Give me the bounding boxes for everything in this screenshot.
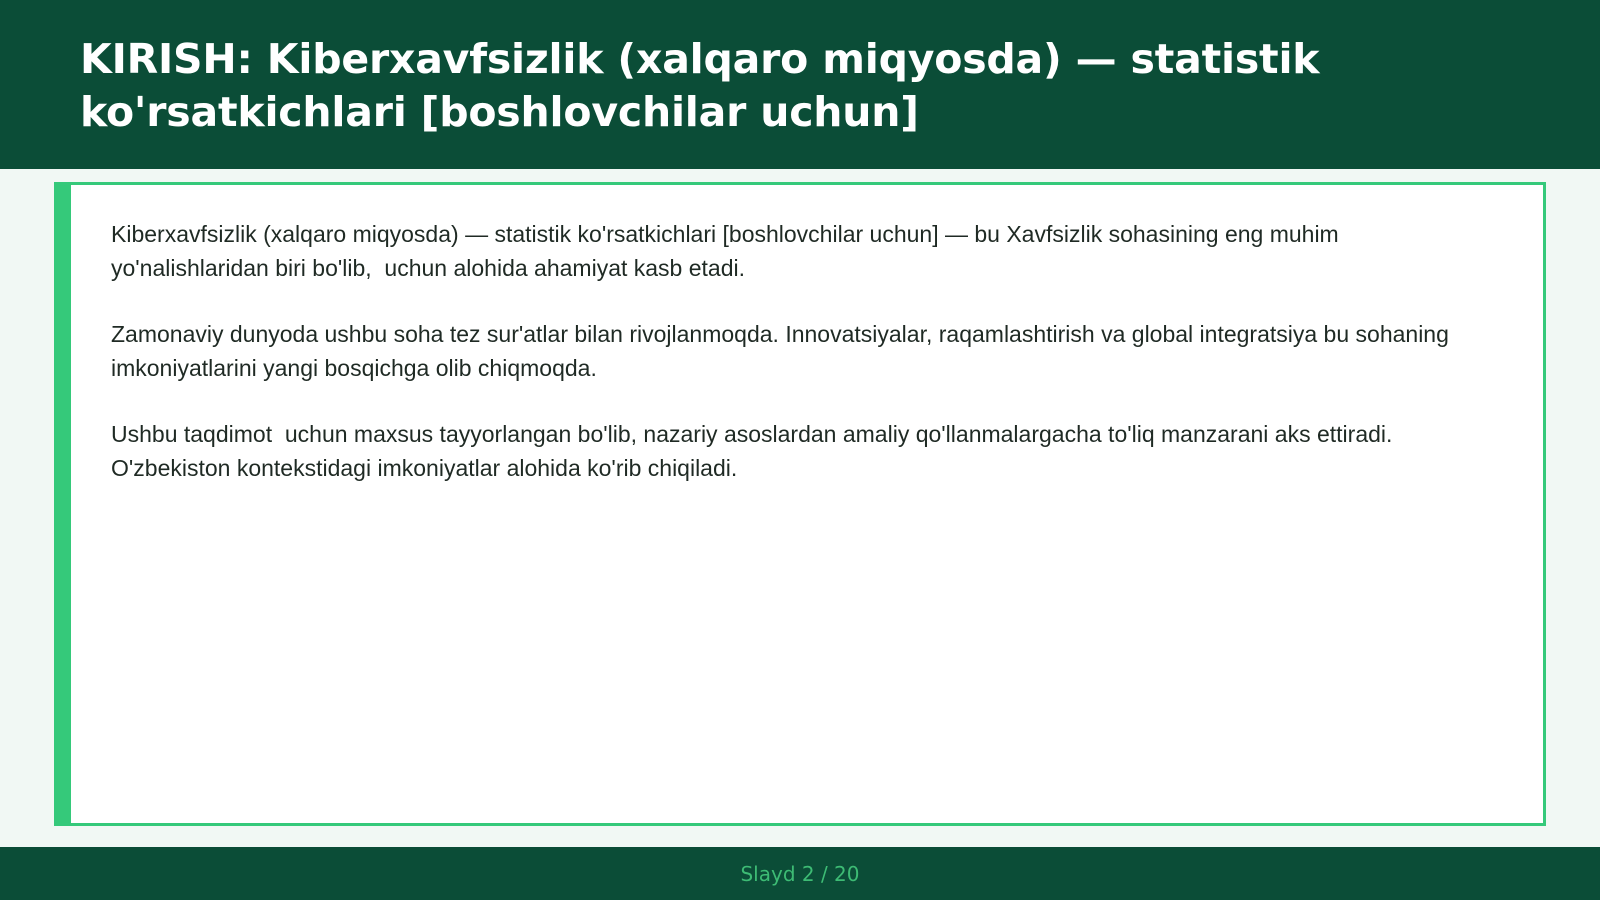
paragraph-modern-world: Zamonaviy dunyoda ushbu soha tez sur'atlar bilan rivojlanmoqda. Innovatsiyalar, raqamlashtirish va global integratsiya bu sohaning imkoniyatlarini yangi bosqichga olib chiqmoqda. bbox=[111, 321, 1456, 381]
content-body bbox=[111, 217, 1501, 517]
slide-header bbox=[0, 0, 1600, 169]
content-card bbox=[54, 182, 1546, 826]
slide-title: KIRISH: Kiberxavfsizlik (xalqaro miqyosda) — statistik ko'rsatkichlari [boshlovchilar uchun] bbox=[80, 35, 1320, 136]
slide-number: Slayd 2 / 20 bbox=[740, 861, 860, 886]
paragraph-intro: Kiberxavfsizlik (xalqaro miqyosda) — statistik ko'rsatkichlari [boshlovchilar uchun] — bu Xavfsizlik sohasining eng muhim yo'nalishlaridan biri bo'lib, uchun alohida ahamiyat kasb etadi. bbox=[111, 221, 1346, 281]
paragraph-presentation-purpose: Ushbu taqdimot uchun maxsus tayyorlangan bo'lib, nazariy asoslardan amaliy qo'llanmalargacha to'liq manzarani aks ettiradi. O'zbekiston kontekstidagi imkoniyatlar alohida ko'rib chiqiladi. bbox=[111, 421, 1399, 481]
slide-footer bbox=[0, 847, 1600, 900]
